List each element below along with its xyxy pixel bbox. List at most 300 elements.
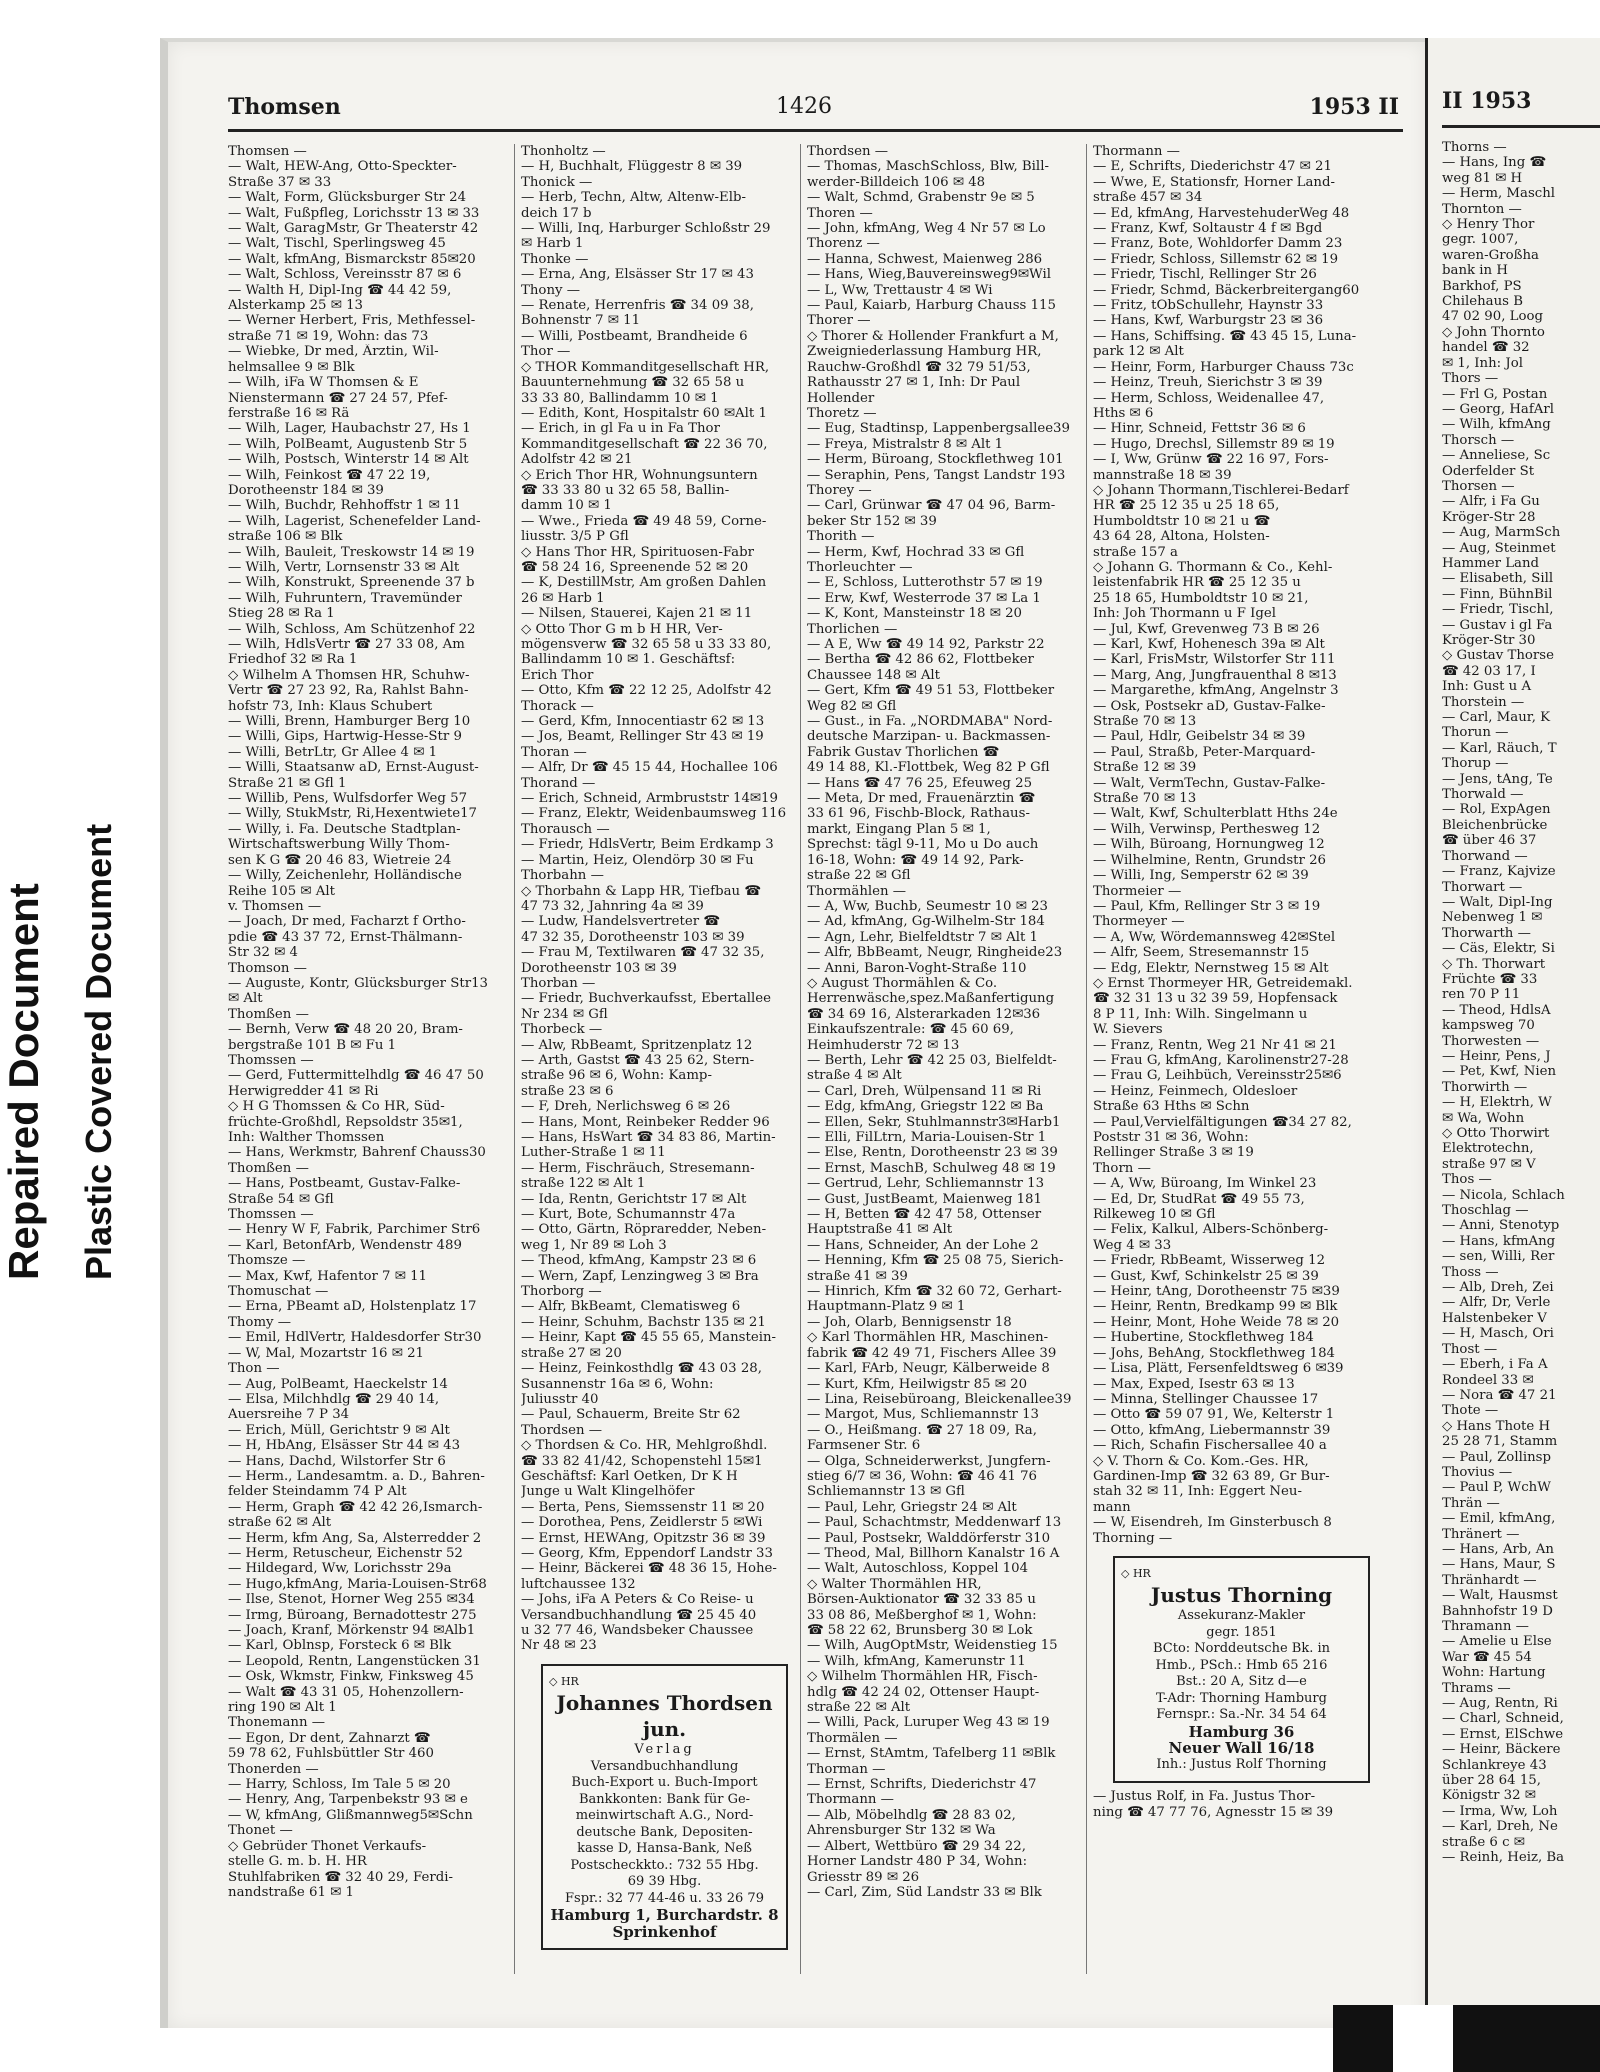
list-item: — Otto ☎ 59 07 91, We, Kelterstr 1: [1093, 1407, 1335, 1423]
list-item: Thor —: [521, 344, 571, 360]
list-item: — Cäs, Elektr, Si: [1442, 941, 1555, 957]
list-item: Thorup —: [1442, 756, 1509, 772]
list-item: — Theod, kfmAng, Kampstr 23 ✉ 6: [521, 1253, 757, 1269]
list-item: — Walt, Schmd, Grabenstr 9e ✉ 5: [807, 190, 1035, 206]
ad-johannes-thordsen: [541, 1664, 788, 1951]
list-item: — Franz, Kajvize: [1442, 864, 1556, 880]
list-item: — Wilh, Schloss, Am Schützenhof 22: [228, 621, 476, 637]
list-item: Thornton —: [1442, 201, 1522, 217]
ad-line: Postscheckkto.: 732 55 Hbg.: [570, 1857, 759, 1873]
list-item: Thrams —: [1442, 1680, 1511, 1696]
list-item: — Willi, Ing, Semperstr 62 ✉ 39: [1093, 868, 1309, 884]
list-item: Einkaufszentrale: ☎ 45 60 69,: [807, 1022, 1014, 1038]
list-item: Hammer Land: [1442, 555, 1540, 571]
list-item: — Paul,Vervielfältigungen ☎34 27 82,: [1093, 1114, 1352, 1130]
list-item: Thomssen —: [228, 1207, 314, 1223]
column-2-entries: [521, 144, 794, 1654]
list-item: weg 81 ✉ H: [1442, 170, 1523, 186]
list-item: damm 10 ✉ 1: [521, 498, 612, 514]
list-item: — Karl, FArb, Neugr, Kälberweide 8: [807, 1361, 1050, 1377]
list-item: — H, Masch, Ori: [1442, 1326, 1554, 1342]
ad-line: kasse D, Hansa-Bank, Neß: [577, 1841, 752, 1857]
list-item: Thorn —: [1093, 1160, 1151, 1176]
list-item: Halstenbeker V: [1442, 1310, 1547, 1326]
list-item: Thorns —: [1442, 140, 1507, 155]
list-item: Hths ✉ 6: [1093, 405, 1154, 421]
list-item: hdlg ☎ 42 24 02, Ottenser Haupt-: [807, 1684, 1040, 1700]
scan-edge-notch: [1393, 2005, 1453, 2072]
list-item: — Seraphin, Pens, Tangst Landstr 193: [807, 467, 1066, 483]
list-item: — Henry, Ang, Tarpenbekstr 93 ✉ e: [228, 1792, 468, 1808]
list-item: — Edith, Kont, Hospitalstr 60 ✉Alt 1: [521, 405, 767, 421]
list-item: 59 78 62, Fuhlsbüttler Str 460: [228, 1746, 434, 1762]
list-item: — Osk, Wkmstr, Finkw, Finksweg 45: [228, 1669, 474, 1685]
list-item: — Wilh, Konstrukt, Spreenende 37 b: [228, 575, 475, 591]
list-item: — Paul, Schauerm, Breite Str 62: [521, 1407, 741, 1423]
list-item: ◇ Otto Thorwirt: [1442, 1126, 1550, 1141]
list-item: Farmsener Str. 6: [807, 1438, 921, 1454]
list-item: — Berta, Pens, Siemssenstr 11 ✉ 20: [521, 1499, 765, 1515]
list-item: — Wwe., Frieda ☎ 49 48 59, Corne-: [521, 513, 767, 529]
list-item: Dorotheenstr 103 ✉ 39: [521, 960, 677, 976]
list-item: ✉ 1, Inh: Jol: [1442, 355, 1523, 371]
list-item: ◇ Otto Thor G m b H HR, Ver-: [521, 621, 723, 637]
list-item: Wirtschaftswerbung Willy Thom-: [228, 837, 450, 853]
list-item: Thorausch —: [521, 821, 610, 837]
list-item: — Willi, Inq, Harburger Schloßstr 29: [521, 221, 771, 237]
list-item: liusstr. 3/5 P Gfl: [521, 529, 629, 545]
scan-edge-bar: [1333, 2005, 1600, 2072]
list-item: — Walt, Kwf, Schulterblatt Hths 24e: [1093, 806, 1338, 822]
list-item: — Else, Rentn, Dorotheenstr 23 ✉ 39: [807, 1145, 1058, 1161]
list-item: ◇ Gustav Thorse: [1442, 648, 1554, 664]
header-year: 1953 II: [1309, 94, 1399, 120]
list-item: ◇ August Thormählen & Co.: [807, 975, 998, 991]
list-item: Gardinen-Imp ☎ 32 63 89, Gr Bur-: [1093, 1468, 1330, 1484]
list-item: werder-Billdeich 106 ✉ 48: [807, 174, 986, 190]
list-item: — Ida, Rentn, Gerichtstr 17 ✉ Alt: [521, 1191, 747, 1207]
list-item: — Hubertine, Stockflethweg 184: [1093, 1330, 1314, 1346]
list-item: früchte-Großhdl, Repsoldstr 35✉1,: [228, 1114, 463, 1130]
list-item: — Otto, Gärtn, Röpraredder, Neben-: [521, 1222, 767, 1238]
list-item: — Elsa, Milchhdlg ☎ 29 40 14,: [228, 1391, 440, 1407]
list-item: — Hans, Schneider, An der Lohe 2: [807, 1237, 1039, 1253]
list-item: — Walt, kfmAng, Bismarckstr 85✉20: [228, 251, 476, 267]
list-item: gegr. 1007,: [1442, 232, 1519, 248]
list-item: — Joach, Kranf, Mörkenstr 94 ✉Alb1: [228, 1623, 476, 1638]
list-item: Oderfelder St: [1442, 463, 1535, 479]
list-item: — Walt, Fußpfleg, Lorichsstr 13 ✉ 33: [228, 205, 480, 221]
ad-title: Johannes Thordsen jun.: [556, 1691, 773, 1742]
list-item: straße 4 ✉ Alt: [807, 1068, 902, 1084]
list-item: — Margot, Mus, Schliemannstr 13: [807, 1407, 1040, 1423]
list-item: — H, Elektrh, W: [1442, 1095, 1552, 1111]
list-item: ◇ John Thornto: [1442, 324, 1545, 340]
list-item: — Herm, Graph ☎ 42 42 26,Ismarch-: [228, 1499, 483, 1515]
list-item: — Henry W F, Fabrik, Parchimer Str6: [228, 1222, 481, 1238]
list-item: — Thomas, MaschSchloss, Blw, Bill-: [807, 159, 1049, 175]
ad-marker: ◇ HR: [549, 1674, 579, 1688]
list-item: ✉ Alt: [228, 991, 263, 1007]
list-item: — Wilh, PolBeamt, Augustenb Str 5: [228, 436, 468, 452]
list-item: — Friedr, Schloss, Sillemstr 62 ✉ 19: [1093, 251, 1339, 267]
list-item: — Friedr, Tischl,: [1442, 602, 1554, 618]
list-item: Wohn: Hartung: [1442, 1665, 1546, 1681]
list-item: ◇ H G Thomssen & Co HR, Süd-: [228, 1099, 445, 1115]
list-item: ☎ 33 82 41/42, Schopenstehl 15✉1: [521, 1453, 763, 1469]
list-item: Ballindamm 10 ✉ 1. Geschäftsf:: [521, 652, 736, 668]
list-item: Thovius —: [1442, 1464, 1513, 1480]
list-item: — Rol, ExpAgen: [1442, 802, 1551, 818]
list-item: — Willy, Zeichenlehr, Holländische: [228, 868, 462, 884]
list-item: — Kurt, Kfm, Heilwigstr 85 ✉ 20: [807, 1376, 1028, 1392]
ad-line: Versandbuchhandlung: [590, 1758, 739, 1774]
list-item: Thomson —: [228, 960, 307, 976]
list-item: Thote —: [1442, 1403, 1499, 1419]
list-item: bergstraße 101 B ✉ Fu 1: [228, 1037, 397, 1053]
list-item: — Paul, Schachtmstr, Meddenwarf 13: [807, 1515, 1062, 1531]
list-item: deutsche Marzipan- u. Backmassen-: [807, 729, 1051, 745]
list-item: — Wwe, E, Stationsfr, Horner Land-: [1093, 174, 1335, 190]
list-item: — Wilh, Feinkost ☎ 47 22 19,: [228, 467, 431, 483]
list-item: Thoretz —: [807, 405, 877, 421]
list-item: Thordsen —: [521, 1422, 603, 1438]
list-item: — Wilhelmine, Rentn, Grundstr 26: [1093, 852, 1326, 868]
list-item: — Hans, Maur, S: [1442, 1557, 1556, 1573]
list-item: — Wilh, Lager, Haubachstr 27, Hs 1: [228, 421, 471, 437]
list-item: — Friedr, RbBeamt, Wisserweg 12: [1093, 1253, 1326, 1269]
list-item: ☎ über 46 37: [1442, 833, 1537, 849]
list-item: Thost —: [1442, 1341, 1498, 1357]
list-item: Inh: Joh Thormann u F Igel: [1093, 606, 1277, 622]
list-item: — E, Schloss, Lutterothstr 57 ✉ 19: [807, 575, 1043, 591]
list-item: — Elli, FilLtrn, Maria-Louisen-Str 1: [807, 1130, 1047, 1145]
ad-subtitle: Verlag: [634, 1742, 695, 1758]
list-item: — Erna, Ang, Elsässer Str 17 ✉ 43: [521, 267, 754, 283]
list-item: — Pet, Kwf, Nien: [1442, 1064, 1557, 1080]
list-item: — Willi, Brenn, Hamburger Berg 10: [228, 714, 471, 730]
list-item: Rellinger Straße 3 ✉ 19: [1093, 1145, 1254, 1161]
list-item: park 12 ✉ Alt: [1093, 344, 1184, 360]
list-item: Str 32 ✉ 4: [228, 945, 299, 961]
list-item: — Walt, Dipl-Ing: [1442, 894, 1553, 910]
list-item: Thormeyer —: [1093, 914, 1185, 930]
list-item: — Elisabeth, Sill: [1442, 571, 1554, 587]
list-item: — Ernst, Schrifts, Diederichstr 47: [807, 1777, 1037, 1793]
list-item: — Paul, Hdlr, Geibelstr 34 ✉ 39: [1093, 729, 1306, 745]
list-item: Thonet —: [228, 1823, 293, 1839]
list-item: Elektrotechn,: [1442, 1141, 1534, 1157]
list-item: — Berth, Lehr ☎ 42 25 03, Bielfeldt-: [807, 1052, 1057, 1068]
list-item: — Harry, Schloss, Im Tale 5 ✉ 20: [228, 1777, 451, 1793]
list-item: ◇ Thorer & Hollender Frankfurt a M,: [807, 328, 1059, 344]
list-item: — Alfr, i Fa Gu: [1442, 494, 1540, 510]
list-item: — Heinz, Feinkosthdlg ☎ 43 03 28,: [521, 1361, 762, 1377]
list-item: — Jul, Kwf, Grevenweg 73 B ✉ 26: [1093, 621, 1320, 637]
list-item: — Karl, Oblnsp, Forsteck 6 ✉ Blk: [228, 1638, 452, 1654]
column-4-entries: [1093, 144, 1376, 1546]
list-item: — Herm, Fischräuch, Stresemann-: [521, 1160, 755, 1176]
page-header: [228, 92, 1403, 132]
list-item: — Osk, Postsekr aD, Gustav-Falke-: [1093, 698, 1326, 714]
list-item: Thorbeck —: [521, 1022, 603, 1038]
list-item: — E, Schrifts, Diederichstr 47 ✉ 21: [1093, 159, 1332, 175]
list-item: — Carl, Dreh, Wülpensand 11 ✉ Ri: [807, 1083, 1042, 1099]
ad-line: BCto: Norddeutsche Bk. in: [1152, 1641, 1331, 1657]
list-item: — Herm, Büroang, Stockflethweg 101: [807, 452, 1064, 468]
list-item: — Heinr, Schuhm, Bachstr 135 ✉ 21: [521, 1314, 766, 1330]
ad-line: 69 39 Hbg.: [627, 1874, 702, 1890]
ad-line: Hmb., PSch.: Hmb 65 216: [1155, 1657, 1328, 1673]
list-item: — Wilh, Büroang, Hornungweg 12: [1093, 837, 1325, 853]
column-1: [228, 144, 508, 1974]
list-item: — Willi, Pack, Luruper Weg 43 ✉ 19: [807, 1715, 1050, 1731]
list-item: — Agn, Lehr, Bielfeldtstr 7 ✉ Alt 1: [807, 929, 1039, 945]
list-item: pdie ☎ 43 37 72, Ernst-Thälmann-: [228, 929, 463, 945]
list-item: Poststr 31 ✉ 36, Wohn:: [1093, 1130, 1249, 1145]
list-item: Thony —: [521, 282, 581, 298]
list-item: — Aug, Rentn, Ri: [1442, 1696, 1558, 1712]
list-item: — Willy, i. Fa. Deutsche Stadtplan-: [228, 821, 461, 837]
list-item: — Olga, Schneiderwerkst, Jungfern-: [807, 1453, 1051, 1469]
list-item: — Walth H, Dipl-Ing ☎ 44 42 59,: [228, 282, 452, 298]
list-item: — Walt, Hausmst: [1442, 1588, 1558, 1604]
list-item: — Dorothea, Pens, Zeidlerstr 5 ✉Wi: [521, 1515, 763, 1531]
list-item: Reihe 105 ✉ Alt: [228, 883, 335, 899]
list-item: Thonholtz —: [521, 144, 606, 159]
list-item: — Gertrud, Lehr, Schliemannstr 13: [807, 1176, 1045, 1192]
list-item: Thoss —: [1442, 1264, 1499, 1280]
list-item: sen K G ☎ 20 46 83, Wietreie 24: [228, 852, 452, 868]
list-item: — Gert, Kfm ☎ 49 51 53, Flottbeker: [807, 683, 1055, 699]
list-item: straße 22 ✉ Alt: [807, 1700, 911, 1716]
ad-line: meinwirtschaft A.G., Nord-: [575, 1808, 754, 1824]
list-item: — Ernst, ElSchwe: [1442, 1726, 1564, 1742]
list-item: — Paul, Kaiarb, Harburg Chauss 115: [807, 298, 1056, 314]
list-item: — Hildegard, Ww, Lorichsstr 29a: [228, 1561, 452, 1577]
list-item: — Margarethe, kfmAng, Angelnstr 3: [1093, 683, 1339, 699]
list-item: Dorotheenstr 184 ✉ 39: [228, 482, 384, 498]
list-item: — Hans, Dachd, Wilstorfer Str 6: [228, 1453, 446, 1469]
list-item: Schliemannstr 13 ✉ Gfl: [807, 1484, 965, 1500]
list-item: — Walt, Tischl, Sperlingsweg 45: [228, 236, 446, 252]
list-item: Alsterkamp 25 ✉ 13: [228, 298, 364, 314]
list-item: — Wilh, AugOptMstr, Weidenstieg 15: [807, 1638, 1058, 1654]
list-item: — Friedr, Tischl, Rellinger Str 26: [1093, 267, 1317, 283]
list-item: — Karl, BetonfArb, Wendenstr 489: [228, 1237, 462, 1253]
list-item: Thoren —: [807, 205, 873, 221]
list-item: straße 41 ✉ 39: [807, 1268, 908, 1284]
list-item: 33 33 80, Ballindamm 10 ✉ 1: [521, 390, 719, 406]
list-item: Thorer —: [807, 313, 871, 329]
list-item: — Herm, Maschl: [1442, 186, 1556, 202]
list-item: — Alfr, Dr, Verle: [1442, 1295, 1551, 1311]
ad-address: Hamburg 36: [1188, 1723, 1295, 1741]
adjacent-page: [1425, 38, 1600, 2028]
list-item: — Joh, Olarb, Bennigsenstr 18: [807, 1314, 1012, 1330]
list-item: Thomuschat —: [228, 1284, 329, 1300]
list-item: — Bertha ☎ 42 86 62, Flottbeker: [807, 652, 1034, 668]
list-item: Thoschlag —: [1442, 1203, 1529, 1219]
list-item: — Paul, Straßb, Peter-Marquard-: [1093, 744, 1316, 760]
list-item: — Wilh, Verwinsp, Perthesweg 12: [1093, 821, 1321, 837]
list-item: Bahnhofstr 19 D: [1442, 1603, 1553, 1619]
list-item: — Erich, in gl Fa u in Fa Thor: [521, 421, 720, 437]
list-item: ◇ Johann Thormann,Tischlerei-Bedarf: [1093, 482, 1349, 498]
list-item: Inh: Walther Thomssen: [228, 1130, 385, 1145]
list-item: ✉ Wa, Wohn: [1442, 1110, 1525, 1126]
list-item: — Wiebke, Dr med, Ärztin, Wil-: [228, 344, 439, 360]
list-item: Weg 82 ✉ Gfl: [807, 698, 897, 714]
list-item: — Leopold, Rentn, Langenstücken 31: [228, 1653, 481, 1669]
list-item: luftchaussee 132: [521, 1576, 636, 1592]
list-item: — Hinr, Schneid, Fettstr 36 ✉ 6: [1093, 421, 1306, 437]
list-item: — Frau G, Leihbüch, Vereinsstr25✉6: [1093, 1068, 1342, 1084]
list-item: Thorwald —: [1442, 787, 1524, 803]
list-item: — W, Eisendreh, Im Ginsterbusch 8: [1093, 1515, 1332, 1531]
list-item: Zweigniederlassung Hamburg HR,: [807, 344, 1042, 360]
list-item: — Wilh, HdlsVertr ☎ 27 33 08, Am: [228, 637, 465, 652]
list-item: Straße 70 ✉ 13: [1093, 714, 1197, 730]
list-item: — Nicola, Schlach: [1442, 1187, 1565, 1203]
list-item: — Walt, VermTechn, Gustav-Falke-: [1093, 775, 1326, 791]
page-content: [228, 92, 1403, 1992]
list-item: — Henning, Kfm ☎ 25 08 75, Sierich-: [807, 1253, 1064, 1269]
list-item: — A, Ww, Buchb, Seumestr 10 ✉ 23: [807, 898, 1049, 914]
list-item: — Herb, Techn, Altw, Altenw-Elb-: [521, 190, 746, 206]
list-item: — Alfr, BbBeamt, Neugr, Ringheide23: [807, 945, 1063, 961]
list-item: — Anni, Baron-Voght-Straße 110: [807, 960, 1027, 976]
list-item: — Walt, HEW-Ang, Otto-Speckter-: [228, 159, 457, 175]
list-item: Thorwart —: [1442, 879, 1523, 895]
list-item: — Frau G, kfmAng, Karolinenstr27-28: [1093, 1052, 1349, 1068]
list-item: Thormählen —: [807, 883, 907, 899]
list-item: — Hans, Schiffsing. ☎ 43 45 15, Luna-: [1093, 328, 1357, 344]
list-item: — Karl, FrisMstr, Wilstorfer Str 111: [1093, 652, 1336, 668]
list-item: Bohnenstr 7 ✉ 11: [521, 313, 641, 329]
list-item: — Ellen, Sekr, Stuhlmannstr3✉Harb1: [807, 1114, 1061, 1130]
list-item: — Hans, Werkmstr, Bahrenf Chauss30: [228, 1145, 486, 1161]
list-item: u 32 77 46, Wandsbeker Chaussee: [521, 1623, 754, 1638]
list-item: Thorand —: [521, 775, 596, 791]
list-item: straße 457 ✉ 34: [1093, 190, 1203, 206]
list-item: — sen, Willi, Rer: [1442, 1249, 1555, 1265]
list-item: Hauptmann-Platz 9 ✉ 1: [807, 1299, 966, 1315]
list-item: — Egon, Dr dent, Zahnarzt ☎: [228, 1730, 431, 1746]
list-item: — A, Ww, Büroang, Im Winkel 23: [1093, 1176, 1317, 1192]
list-item: HR ☎ 25 12 35 u 25 18 65,: [1093, 498, 1280, 514]
list-item: Thormann —: [1093, 144, 1180, 159]
list-item: — Wern, Zapf, Lenzingweg 3 ✉ Bra: [521, 1268, 759, 1284]
list-item: — Eug, Stadtinsp, Lappenbergsallee39: [807, 421, 1070, 437]
list-item: straße 106 ✉ Blk: [228, 529, 343, 545]
list-item: Straße 21 ✉ Gfl 1: [228, 775, 347, 791]
list-item: — Ilse, Stenot, Horner Weg 255 ✉34: [228, 1592, 475, 1608]
list-item: ☎ 34 69 16, Alsterarkaden 12✉36: [807, 1006, 1041, 1022]
list-item: — Werner Herbert, Fris, Methfessel-: [228, 313, 476, 329]
list-item: Humboldtstr 10 ✉ 21 u ☎: [1093, 513, 1271, 529]
list-item: — Paul, Postsekr, Walddörferstr 310: [807, 1530, 1051, 1546]
list-item: — Fritz, tObSchullehr, Haynstr 33: [1093, 298, 1324, 314]
ad-address: Sprinkenhof: [612, 1923, 717, 1941]
list-item: Versandbuchhandlung ☎ 25 45 40: [521, 1607, 757, 1623]
list-item: — Alfr, BkBeamt, Clematisweg 6: [521, 1299, 741, 1315]
list-item: Heimhuderstr 72 ✉ 13: [807, 1037, 960, 1053]
list-item: — Franz, Rentn, Weg 21 Nr 41 ✉ 21: [1093, 1037, 1337, 1053]
list-item: — Justus Rolf, in Fa. Justus Thor-: [1093, 1789, 1316, 1805]
list-item: — Walt, Autoschloss, Koppel 104: [807, 1561, 1029, 1577]
list-item: — Wilh, kfmAng: [1442, 417, 1551, 433]
list-item: — Lisa, Plätt, Fersenfeldtsweg 6 ✉39: [1093, 1361, 1344, 1377]
list-item: — Gust., in Fa. „NORDMABA" Nord-: [807, 714, 1053, 730]
list-item: — Minna, Stellinger Chaussee 17: [1093, 1391, 1319, 1407]
list-item: — Jos, Beamt, Rellinger Str 43 ✉ 19: [521, 729, 764, 745]
list-item: — Herm, Retuscheur, Eichenstr 52: [228, 1545, 463, 1561]
list-item: — Edg, kfmAng, Griegstr 122 ✉ Ba: [807, 1099, 1044, 1115]
list-item: Schlankreye 43: [1442, 1757, 1547, 1773]
list-item: — Carl, Grünwar ☎ 47 04 96, Barm-: [807, 498, 1056, 514]
list-item: Herwigredder 41 ✉ Ri: [228, 1083, 379, 1099]
list-item: ◇ Erich Thor HR, Wohnungsuntern: [521, 467, 758, 483]
list-item: Thorenz —: [807, 236, 880, 252]
list-item: Sprechst: tägl 9-11, Mo u Do auch: [807, 837, 1039, 853]
list-item: — Wilh, Fuhruntern, Travemünder: [228, 590, 462, 606]
list-item: — Martin, Heiz, Olendörp 30 ✉ Fu: [521, 852, 754, 868]
list-item: ◇ Thorbahn & Lapp HR, Tiefbau ☎: [521, 883, 761, 899]
list-item: Stieg 28 ✉ Ra 1: [228, 606, 335, 622]
list-item: ◇ THOR Kommanditgesellschaft HR,: [521, 359, 770, 375]
list-item: — Heinz, Feinmech, Oldesloer: [1093, 1083, 1298, 1099]
list-item: — Walt, GaragMstr, Gr Theaterstr 42: [228, 221, 479, 237]
list-item: kampsweg 70: [1442, 1018, 1535, 1034]
list-item: ◇ Walter Thormählen HR,: [807, 1576, 982, 1592]
list-item: — Hans, HsWart ☎ 34 83 86, Martin-: [521, 1130, 776, 1145]
list-item: ✉ Harb 1: [521, 236, 584, 252]
list-item: Thordsen —: [807, 144, 889, 159]
list-item: Thorbahn —: [521, 868, 604, 884]
adjacent-page-header: II 1953: [1442, 88, 1600, 128]
list-item: Barkhof, PS: [1442, 278, 1522, 294]
list-item: hofstr 73, Inh: Klaus Schubert: [228, 698, 433, 714]
list-item: — Franz, Kwf, Soltaustr 4 f ✉ Bgd: [1093, 221, 1323, 237]
list-item: Thormeier —: [1093, 883, 1182, 899]
list-item: — Aug, Steinmet: [1442, 540, 1556, 556]
list-item: markt, Eingang Plan 5 ✉ 1,: [807, 821, 991, 837]
list-item: weg 1, Nr 89 ✉ Loh 3: [521, 1237, 667, 1253]
list-item: — Edg, Elektr, Nernstweg 15 ✉ Alt: [1093, 960, 1329, 976]
list-item: — Friedr, Schmd, Bäckerbreitergang60: [1093, 282, 1360, 298]
list-item: — Charl, Schneid,: [1442, 1711, 1564, 1727]
list-item: — Renate, Herrenfris ☎ 34 09 38,: [521, 298, 754, 314]
list-item: — Wilh, Vertr, Lornsenstr 33 ✉ Alt: [228, 559, 460, 575]
list-item: — Karl, Dreh, Ne: [1442, 1819, 1558, 1835]
ad-line: Buch-Export u. Buch-Import: [571, 1775, 758, 1791]
list-item: 47 32 35, Dorotheenstr 103 ✉ 39: [521, 929, 745, 945]
list-item: Rilkeweg 10 ✉ Gfl: [1093, 1207, 1216, 1223]
ad-address: Neuer Wall 16/18: [1168, 1740, 1315, 1757]
list-item: — Willi, Gips, Hartwig-Hesse-Str 9: [228, 729, 462, 745]
ad-line: deutsche Bank, Depositen-: [576, 1824, 753, 1840]
list-item: nandstraße 61 ✉ 1: [228, 1884, 354, 1900]
list-item: — Nora ☎ 47 21: [1442, 1387, 1557, 1403]
list-item: — Friedr, Buchverkaufsst, Ebertallee: [521, 991, 772, 1007]
list-item: — Anneliese, Sc: [1442, 448, 1551, 464]
list-item: Straße 12 ✉ 39: [1093, 760, 1197, 776]
list-item: — Alfr, Dr ☎ 45 15 44, Hochallee 106: [521, 760, 778, 776]
list-item: straße 62 ✉ Alt: [228, 1515, 332, 1531]
list-item: — Nilsen, Stauerei, Kajen 21 ✉ 11: [521, 606, 753, 622]
list-item: — Freya, Mistralstr 8 ✉ Alt 1: [807, 436, 1004, 452]
